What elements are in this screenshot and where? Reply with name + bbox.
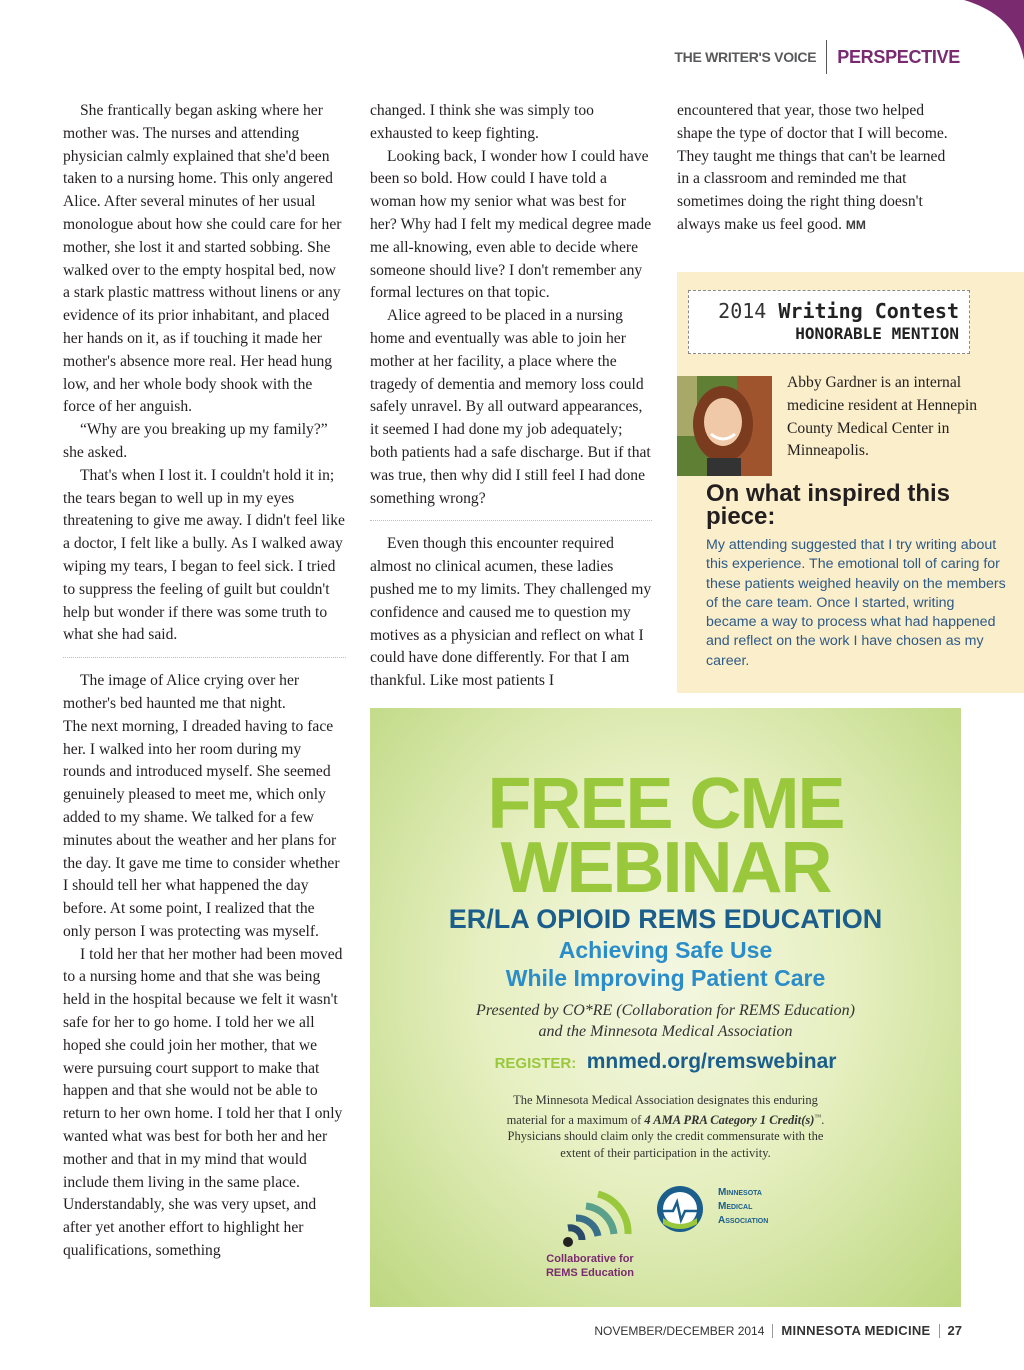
author-bio: Abby Gardner is an internal medicine resident at Hennepin County Medical Center in Minneapolis. bbox=[787, 374, 978, 460]
register-link[interactable]: mnmed.org/remswebinar bbox=[586, 1050, 837, 1073]
register-label: REGISTER: bbox=[494, 1055, 577, 1072]
ad-register bbox=[370, 1050, 961, 1074]
mma-name-line: Medical bbox=[718, 1201, 753, 1212]
section-rule bbox=[370, 520, 652, 521]
paragraph-text: encountered that year, those two helped shape the type of doctor that I will become. They taught me things that can't be learned in a classroom and reminded me that sometimes doing the right thing doesn't always make us feel good. bbox=[677, 102, 948, 233]
disclaimer-credit: 4 AMA PRA Category 1 Credit(s) bbox=[644, 1112, 815, 1127]
core-logo-name bbox=[530, 1252, 650, 1280]
category-label: PERSPECTIVE bbox=[837, 46, 960, 67]
article-column-1 bbox=[63, 100, 346, 1263]
badge-subtitle: HONORABLE MENTION bbox=[795, 324, 959, 343]
footer-divider bbox=[939, 1324, 940, 1338]
mma-name-line: Minnesota bbox=[718, 1187, 762, 1198]
page-header bbox=[674, 40, 960, 74]
ad-subtitle: ER/LA OPIOID REMS EDUCATION bbox=[448, 904, 883, 934]
badge-year: 2014 bbox=[718, 299, 767, 323]
ad-tagline-line: While Improving Patient Care bbox=[505, 965, 826, 991]
corner-swoosh bbox=[964, 0, 1024, 60]
disclaimer-text: . bbox=[821, 1112, 825, 1127]
end-mark: MM bbox=[845, 217, 866, 232]
cme-webinar-ad bbox=[370, 708, 961, 1307]
page-footer bbox=[594, 1323, 962, 1338]
magazine-name: MINNESOTA MEDICINE bbox=[781, 1323, 931, 1338]
mma-logo-name bbox=[718, 1186, 768, 1228]
author-photo bbox=[677, 376, 772, 476]
paragraph: The image of Alice crying over her mother's bed haunted me that night. bbox=[63, 672, 300, 712]
disclaimer-line: Physicians should claim only the credit commensurate with the bbox=[507, 1129, 824, 1144]
paragraph: Looking back, I wonder how I could have been so bold. How could I have told a woman how my senior what was best for her? Why had I felt my medical degree made me all-knowing, even able to decide where someone should live? I don't remember any formal lectures on that topic. bbox=[370, 147, 652, 302]
disclaimer-line: extent of their participation in the activity. bbox=[560, 1145, 771, 1160]
paragraph: changed. I think she was simply too exhausted to keep fighting. bbox=[370, 102, 594, 142]
section-label: THE WRITER'S VOICE bbox=[674, 49, 817, 65]
ad-disclaimer bbox=[370, 1092, 961, 1161]
ad-presented-by bbox=[370, 1000, 961, 1042]
section-rule bbox=[63, 657, 346, 658]
ad-title-line: WEBINAR bbox=[500, 828, 831, 908]
inspired-heading: On what inspired this piece: bbox=[706, 480, 951, 530]
article-column-2 bbox=[370, 100, 652, 693]
paragraph: The next morning, I dreaded having to face her. I walked into her room during my rounds and introduced myself. She seemed genuinely pleased to meet me, which only added to my shame. We talked for a few minutes about the weather and her plans for the day. It gave me time to consider whether I should tell her what happened the day before. At some point, I realized that the only person I was protecting was myself. bbox=[63, 717, 340, 940]
ad-presented-line: Presented by CO*RE (Collaboration for REMS Education) bbox=[476, 1002, 855, 1019]
page-number: 27 bbox=[947, 1323, 962, 1338]
ad-title bbox=[370, 764, 961, 908]
article-column-3 bbox=[677, 100, 959, 237]
paragraph: She frantically began asking where her mother was. The nurses and attending physician calmly explained that she'd been taken to a nursing home. This only angered Alice. After several minutes of her usual monologue about how she could care for her mother, she lost it and started sobbing. She walked over to the empty hospital bed, now a stark plastic mattress without linens or any evidence of its prior inhabitant, and placed her hands on it, as if touching it made her mother's absence more real. Her head hung low, and her whole body shook with the force of her anguish. bbox=[63, 102, 342, 416]
paragraph: “Why are you breaking up my family?” she asked. bbox=[63, 421, 328, 461]
badge-title: Writing Contest bbox=[778, 299, 959, 323]
contest-badge bbox=[688, 290, 970, 354]
issue-date: NOVEMBER/DECEMBER 2014 bbox=[594, 1323, 765, 1338]
disclaimer-text: material for a maximum of bbox=[506, 1112, 645, 1127]
ad-presented-line: and the Minnesota Medical Association bbox=[538, 1023, 793, 1040]
trademark-mark: ™ bbox=[814, 1112, 822, 1121]
paragraph: Alice agreed to be placed in a nursing home and eventually was able to join her mother at her facility, a place where the tragedy of dementia and memory loss could safely unravel. By all outward appearances, it seemed I had done my job adequately; both patients had a safe discharge. But if that was true, then why did I still feel I had done something wrong? bbox=[370, 307, 651, 507]
paragraph: I told her that her mother had been moved to a nursing home and that she was being held in the hospital because we felt it wasn't safe for her to go home. I told her we all hoped she could join her mother, that we were pursuing court support to make that happen and that she would not be able to return to her own home. I told her that I only wanted what was best for both her and her mother and that in my mind that would include them living in the same place. Understandably, she was very upset, and after yet another effort to highlight her qualifications, something bbox=[63, 945, 343, 1260]
mma-logo-icon bbox=[655, 1184, 705, 1234]
core-name-line: Collaborative for bbox=[546, 1253, 634, 1265]
ad-tagline-line: Achieving Safe Use bbox=[558, 937, 773, 963]
mma-name-line: Association bbox=[718, 1215, 769, 1226]
ad-tagline bbox=[370, 936, 961, 992]
paragraph: That's when I lost it. I couldn't hold it in; the tears began to well up in my eyes threatening to give me away. I didn't feel like a doctor, I felt like a bully. As I walked away wiping my tears, I began to feel sick. I tried to suppress the feeling of guilt but couldn't help but wonder if there was some truth to what she had said. bbox=[63, 466, 345, 644]
header-divider bbox=[826, 40, 827, 74]
inspired-text: My attending suggested that I try writing about this experience. The emotional toll of caring for these patients weighed heavily on the members of the care team. Once I started, writing became a way to process what had happened and reflect on the work I have chosen as my career. bbox=[706, 537, 1006, 669]
disclaimer-line bbox=[370, 1109, 961, 1129]
author-portrait-icon bbox=[677, 376, 772, 476]
paragraph: Even though this encounter required almost no clinical acumen, these ladies pushed me to my limits. They challenged my confidence and caused me to question my motives as a physician and reflect on what I could have done differently. For that I am thankful. Like most patients I bbox=[370, 535, 652, 690]
paragraph bbox=[677, 100, 959, 237]
core-name-line: REMS Education bbox=[545, 1267, 634, 1279]
footer-divider bbox=[772, 1324, 773, 1338]
disclaimer-line: The Minnesota Medical Association designates this enduring bbox=[513, 1093, 818, 1107]
ad-title-line: FREE CME bbox=[487, 764, 844, 844]
